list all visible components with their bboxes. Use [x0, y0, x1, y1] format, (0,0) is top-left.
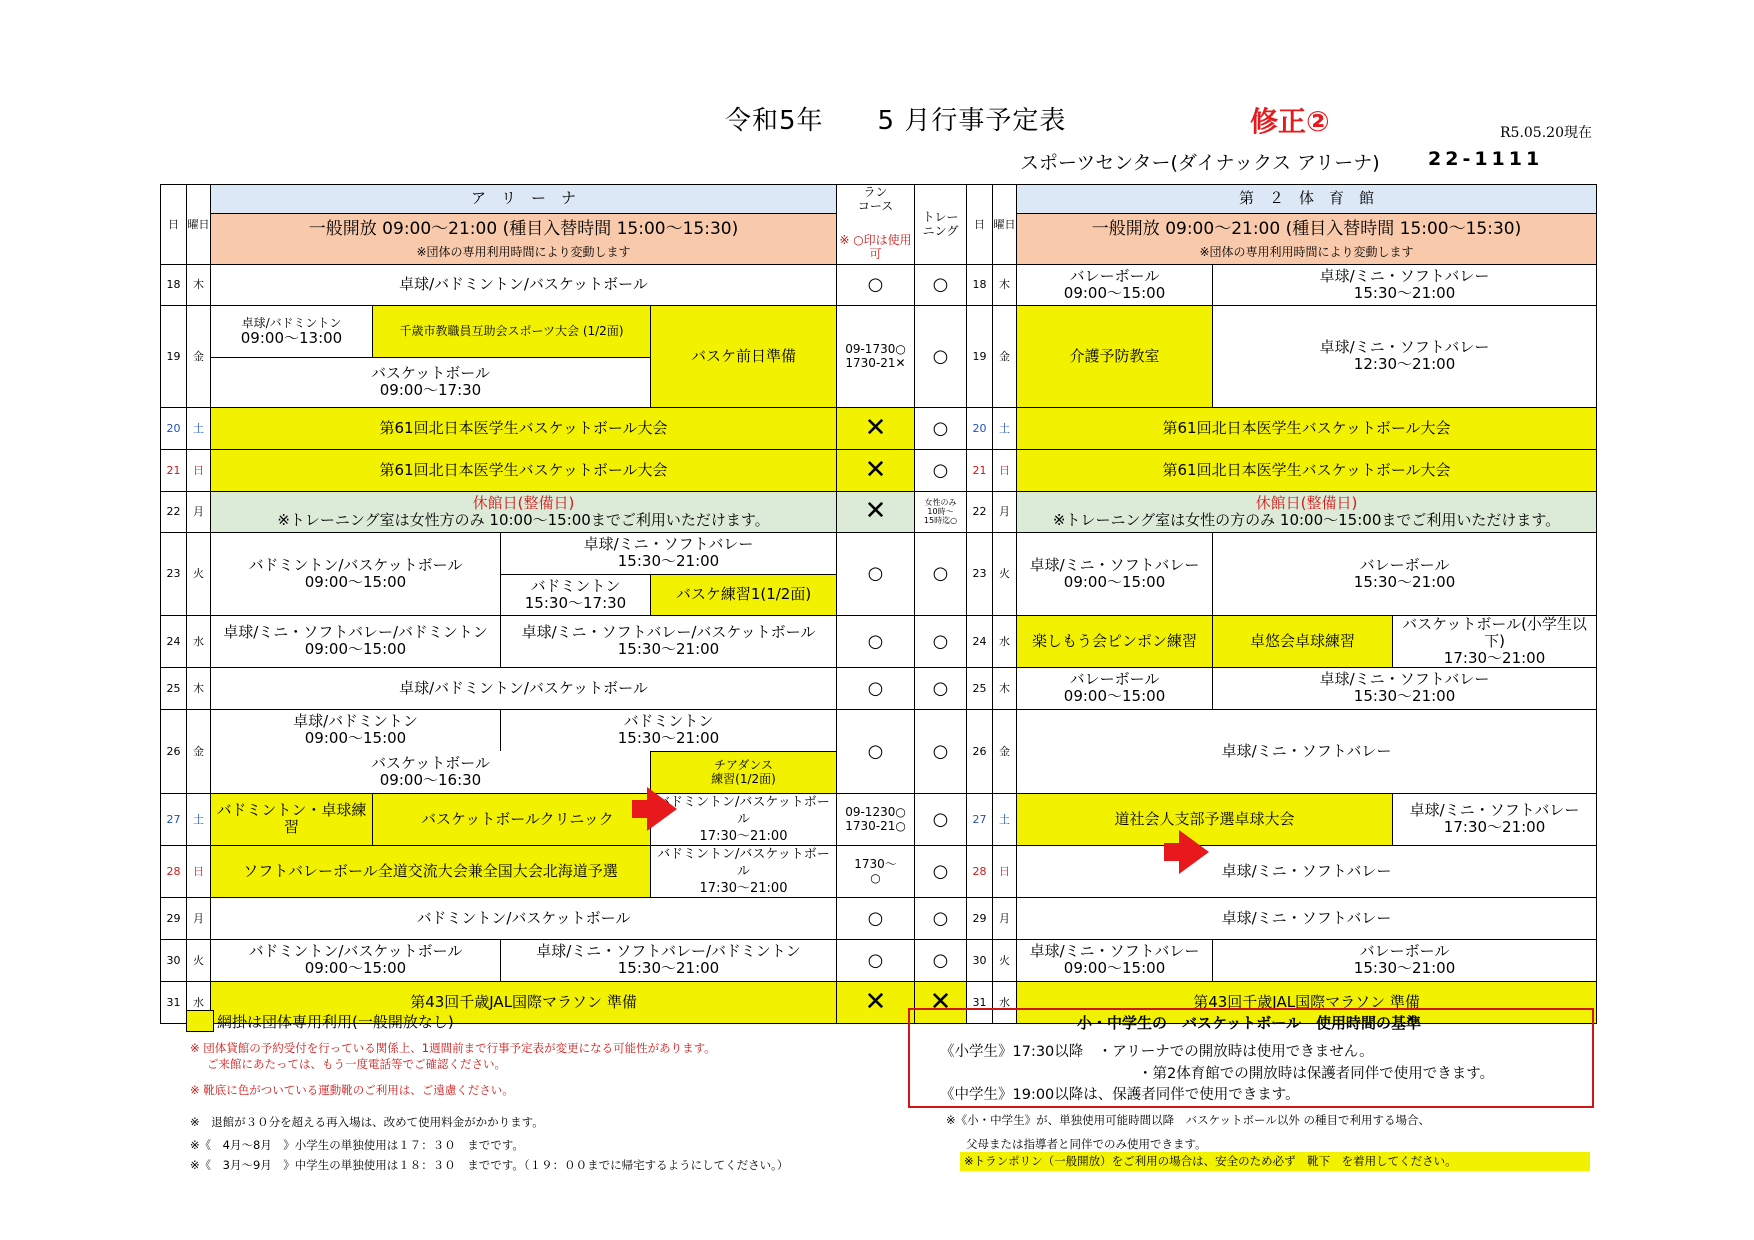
table-row: [161, 615, 1597, 667]
dow-cell: 金: [187, 709, 211, 793]
dow-cell: 木: [993, 667, 1017, 709]
note-trampoline: ※トランポリン（一般開放）をご利用の場合は、安全のため必ず 靴下 を着用してください。: [960, 1152, 1590, 1171]
note-junior-high: ※《 3月～9月 》中学生の単独使用は１８：３０ までです。（１９：００までに帰宅するようにしてください。）: [190, 1158, 789, 1172]
dow-cell: 水: [993, 981, 1017, 1023]
gym2-cell: 介護予防教室: [1017, 305, 1213, 407]
dow-cell: 日: [993, 449, 1017, 491]
gym2-cell: 卓球/ミニ・ソフトバレー: [1017, 845, 1597, 897]
schedule-table: [160, 184, 1597, 1024]
training-cell: ○: [915, 449, 967, 491]
arrow-right-icon: [1179, 830, 1209, 874]
run-cell: ✕: [837, 491, 915, 532]
col-day-2: 日: [967, 185, 993, 265]
arena-cell: 卓球/ミニ・ソフトバレー/バドミントン 15:30～21:00: [501, 939, 837, 981]
table-row: [161, 845, 1597, 897]
training-cell: ○: [915, 407, 967, 449]
arrow-right-icon: [647, 787, 677, 831]
run-cell: 09-1230○ 1730-21○: [837, 793, 915, 845]
run-cell: 09-1730○ 1730-21✕: [837, 305, 915, 407]
day-cell: 31: [161, 981, 187, 1023]
closed-label: 休館日(整備日): [472, 493, 575, 512]
gym2-cell: 第43回千歳JAL国際マラソン 準備: [1017, 981, 1597, 1023]
facility-name: スポーツセンター(ダイナックス アリーナ): [1020, 152, 1380, 174]
table-row: [161, 305, 1597, 357]
day-cell: 18: [161, 264, 187, 305]
gym2-cell: バスケットボール(小学生以下) 17:30～21:00: [1393, 615, 1597, 667]
arena-cell: バドミントン/バスケットボール 09:00～15:00: [211, 939, 501, 981]
arena-cell: バドミントン 15:30～17:30: [501, 574, 651, 615]
training-cell: ○: [915, 532, 967, 615]
arrow-right-icon: [1164, 843, 1180, 861]
run-cell: ✕: [837, 981, 915, 1023]
run-cell: ○: [837, 939, 915, 981]
dow-cell: 金: [993, 305, 1017, 407]
arena-cell: バスケ前日準備: [651, 305, 837, 407]
day-cell: 25: [161, 667, 187, 709]
day-cell: 26: [161, 709, 187, 793]
gym2-open-hours: 一般開放 09:00～21:00 (種目入替時間 15:00～15:30): [1091, 218, 1522, 239]
arena-cell: 卓球/バドミントン/バスケットボール: [211, 264, 837, 305]
gym2-cell: 道社会人支部予選卓球大会: [1017, 793, 1393, 845]
arena-cell: バドミントン/バスケットボール: [211, 897, 837, 939]
note-reservation: ※ 団体貸館の予約受付を行っている関係上、1週間前まで行事予定表が変更になる可能性があります。: [190, 1041, 716, 1055]
dow-cell: 日: [187, 845, 211, 897]
rule-elementary: 《小学生》17:30以降 ・アリーナでの開放時は使用できません。: [940, 1044, 1374, 1060]
arena-cell: バスケットボール 09:00～16:30: [211, 751, 651, 793]
legend-text: 網掛は団体専用利用(一般開放なし): [217, 1013, 454, 1031]
day-cell: 21: [161, 449, 187, 491]
note-guardian: 父母または指導者と同伴でのみ使用できます。: [966, 1137, 1207, 1151]
day-cell: 31: [967, 981, 993, 1023]
dow-cell: 水: [187, 981, 211, 1023]
training-cell: ○: [915, 615, 967, 667]
dow-cell: 火: [993, 939, 1017, 981]
arena-cell: 卓球/ミニ・ソフトバレー/バドミントン 09:00～15:00: [211, 615, 501, 667]
day-cell: 19: [967, 305, 993, 407]
day-cell: 26: [967, 709, 993, 793]
as-of-date: R5.05.20現在: [1500, 125, 1592, 141]
gym2-cell: バレーボール 15:30～21:00: [1213, 939, 1597, 981]
closed-label: 休館日(整備日): [1255, 493, 1358, 512]
col-training: トレー ニング: [915, 185, 967, 265]
training-cell: 女性のみ 10時～ 15時迄○: [915, 491, 967, 532]
note-elementary: ※《 4月～8月 》小学生の単独使用は１７：３０ までです。: [190, 1138, 524, 1152]
day-cell: 24: [161, 615, 187, 667]
table-row: [161, 491, 1597, 532]
dow-cell: 土: [187, 793, 211, 845]
arena-cell: 卓球/ミニ・ソフトバレー 15:30～21:00: [501, 532, 837, 574]
gym2-cell: 第61回北日本医学生バスケットボール大会: [1017, 407, 1597, 449]
closed-note: ※トレーニング室は女性の方のみ 10:00～15:00までご利用いただけます。: [1052, 510, 1561, 529]
training-cell: ○: [915, 667, 967, 709]
table-row: [161, 667, 1597, 709]
gym2-cell: バレーボール 15:30～21:00: [1213, 532, 1597, 615]
note-reservation-2: ご来館にあたっては、もう一度電話等でご確認ください。: [207, 1057, 506, 1071]
dow-cell: 火: [187, 939, 211, 981]
day-cell: 22: [967, 491, 993, 532]
gym2-cell: 卓悠会卓球練習: [1213, 615, 1393, 667]
arena-cell: 千歳市教職員互助会スポーツ大会 (1/2面): [373, 305, 651, 357]
dow-cell: 金: [993, 709, 1017, 793]
col-arena: ア リ ー ナ: [211, 185, 837, 214]
arena-cell: [211, 491, 837, 532]
table-row: [161, 897, 1597, 939]
day-cell: 22: [161, 491, 187, 532]
rule-elementary-2: ・第2体育館での開放時は保護者同伴で使用できます。: [1138, 1066, 1495, 1082]
run-cell: 1730～ ○: [837, 845, 915, 897]
day-cell: 20: [161, 407, 187, 449]
revision-label: 修正②: [1250, 105, 1330, 138]
run-cell: ○: [837, 709, 915, 793]
use-ok-note: ※ ○印は使用可: [837, 213, 915, 264]
day-cell: 19: [161, 305, 187, 407]
arena-cell: バドミントン/バスケットボール 17:30～21:00: [651, 845, 837, 897]
day-cell: 30: [967, 939, 993, 981]
closed-note: ※トレーニング室は女性方のみ 10:00～15:00までご利用いただけます。: [277, 510, 770, 529]
run-cell: ○: [837, 667, 915, 709]
table-row: [161, 939, 1597, 981]
training-cell: ○: [915, 845, 967, 897]
training-cell: ○: [915, 939, 967, 981]
dow-cell: 土: [993, 793, 1017, 845]
arena-cell: バスケットボールクリニック: [373, 793, 651, 845]
table-row: [161, 407, 1597, 449]
arena-cell: 第43回千歳JAL国際マラソン 準備: [211, 981, 837, 1023]
training-cell: ○: [915, 305, 967, 407]
dow-cell: 土: [187, 407, 211, 449]
page-title: 令和5年 5 月行事予定表: [725, 106, 1067, 136]
gym2-cell: バレーボール 09:00～15:00: [1017, 667, 1213, 709]
dow-cell: 木: [187, 264, 211, 305]
gym2-cell: 卓球/ミニ・ソフトバレー 15:30～21:00: [1213, 667, 1597, 709]
day-cell: 27: [967, 793, 993, 845]
arena-cell: 卓球/ミニ・ソフトバレー/バスケットボール 15:30～21:00: [501, 615, 837, 667]
col-dow: 曜日: [187, 185, 211, 265]
header-row: [161, 185, 1597, 214]
dow-cell: 日: [993, 845, 1017, 897]
arena-general: [211, 213, 837, 264]
arrow-right-icon: [632, 800, 648, 818]
training-cell: ○: [915, 264, 967, 305]
day-cell: 28: [161, 845, 187, 897]
note-reentry: ※ 退館が３０分を超える再入場は、改めて使用料金がかかります。: [190, 1115, 544, 1129]
day-cell: 23: [967, 532, 993, 615]
rule-title: 小・中学生の バスケットボール 使用時間の基準: [1077, 1014, 1421, 1032]
table-row: [161, 709, 1597, 751]
dow-cell: 月: [993, 491, 1017, 532]
arena-cell: [211, 305, 373, 357]
note-other-sports: ※《小・中学生》が、単独使用可能時間以降 バスケットボール以外 の種目で利用する場合、: [946, 1113, 1430, 1127]
col-run: ラン コース: [837, 185, 915, 214]
day-cell: 30: [161, 939, 187, 981]
training-cell: ○: [915, 709, 967, 793]
col-gym2: 第 ２ 体 育 館: [1017, 185, 1597, 214]
arena-cell: バドミントン 15:30～21:00: [501, 709, 837, 751]
table-row: [161, 449, 1597, 491]
dow-cell: 日: [187, 449, 211, 491]
table-row: [161, 532, 1597, 574]
run-cell: ✕: [837, 449, 915, 491]
arena-cell: 卓球/バドミントン/バスケットボール: [211, 667, 837, 709]
dow-cell: 水: [187, 615, 211, 667]
dow-cell: 火: [993, 532, 1017, 615]
gym2-cell: 卓球/ミニ・ソフトバレー 12:30～21:00: [1213, 305, 1597, 407]
dow-cell: 水: [993, 615, 1017, 667]
gym2-cell: 卓球/ミニ・ソフトバレー: [1017, 897, 1597, 939]
run-cell: ✕: [837, 407, 915, 449]
day-cell: 28: [967, 845, 993, 897]
day-cell: 29: [161, 897, 187, 939]
training-cell: ○: [915, 793, 967, 845]
arena-time: 09:00～13:00: [240, 328, 343, 347]
day-cell: 23: [161, 532, 187, 615]
arena-cell: バスケットボール 09:00～17:30: [211, 357, 651, 407]
day-cell: 24: [967, 615, 993, 667]
arena-cell: ソフトバレーボール全道交流大会兼全国大会北海道予選: [211, 845, 651, 897]
col-day: 日: [161, 185, 187, 265]
gym2-cell: 卓球/ミニ・ソフトバレー 17:30～21:00: [1393, 793, 1597, 845]
arena-cell: チアダンス 練習(1/2面): [651, 751, 837, 793]
gym2-cell: [1017, 491, 1597, 532]
day-cell: 25: [967, 667, 993, 709]
rule-junior-high: 《中学生》19:00以降は、保護者同伴で使用できます。: [940, 1087, 1300, 1103]
arena-cell: 卓球/バドミントン 09:00～15:00: [211, 709, 501, 751]
dow-cell: 月: [187, 491, 211, 532]
legend-swatch: [186, 1010, 214, 1032]
day-cell: 20: [967, 407, 993, 449]
arena-cell: バドミントン/バスケットボール 09:00～15:00: [211, 532, 501, 615]
dow-cell: 月: [187, 897, 211, 939]
arena-cell: 第61回北日本医学生バスケットボール大会: [211, 449, 837, 491]
day-cell: 27: [161, 793, 187, 845]
day-cell: 18: [967, 264, 993, 305]
gym2-general: [1017, 213, 1597, 264]
day-cell: 21: [967, 449, 993, 491]
general-row: [161, 213, 1597, 264]
col-dow-2: 曜日: [993, 185, 1017, 265]
training-cell: ✕: [915, 981, 967, 1023]
dow-cell: 金: [187, 305, 211, 407]
phone-number: 22-1111: [1428, 148, 1544, 170]
gym2-cell: 卓球/ミニ・ソフトバレー 09:00～15:00: [1017, 532, 1213, 615]
gym2-cell: 卓球/ミニ・ソフトバレー 09:00～15:00: [1017, 939, 1213, 981]
run-cell: ○: [837, 532, 915, 615]
arena-sport: 卓球/バドミントン: [241, 315, 342, 330]
arena-open-note: ※団体の専用利用時間により変動します: [416, 244, 631, 259]
table-row: [161, 264, 1597, 305]
gym2-cell: 卓球/ミニ・ソフトバレー: [1017, 709, 1597, 793]
run-cell: ○: [837, 615, 915, 667]
gym2-cell: 卓球/ミニ・ソフトバレー 15:30～21:00: [1213, 264, 1597, 305]
gym2-cell: 第61回北日本医学生バスケットボール大会: [1017, 449, 1597, 491]
arena-open-hours: 一般開放 09:00～21:00 (種目入替時間 15:00～15:30): [308, 218, 739, 239]
table-row: [161, 793, 1597, 845]
gym2-open-note: ※団体の専用利用時間により変動します: [1199, 244, 1414, 259]
run-cell: ○: [837, 264, 915, 305]
arena-cell: バスケ練習1(1/2面): [651, 574, 837, 615]
dow-cell: 土: [993, 407, 1017, 449]
arena-cell: バドミントン・卓球練習: [211, 793, 373, 845]
dow-cell: 木: [993, 264, 1017, 305]
arena-cell: バドミントン/バスケットボール 17:30～21:00: [651, 793, 837, 845]
note-shoes: ※ 靴底に色がついている運動靴のご利用は、ご遠慮ください。: [190, 1083, 514, 1097]
day-cell: 29: [967, 897, 993, 939]
gym2-cell: バレーボール 09:00～15:00: [1017, 264, 1213, 305]
gym2-cell: 楽しもう会ピンポン練習: [1017, 615, 1213, 667]
dow-cell: 月: [993, 897, 1017, 939]
dow-cell: 火: [187, 532, 211, 615]
dow-cell: 木: [187, 667, 211, 709]
arena-cell: 第61回北日本医学生バスケットボール大会: [211, 407, 837, 449]
run-cell: ○: [837, 897, 915, 939]
training-cell: ○: [915, 897, 967, 939]
